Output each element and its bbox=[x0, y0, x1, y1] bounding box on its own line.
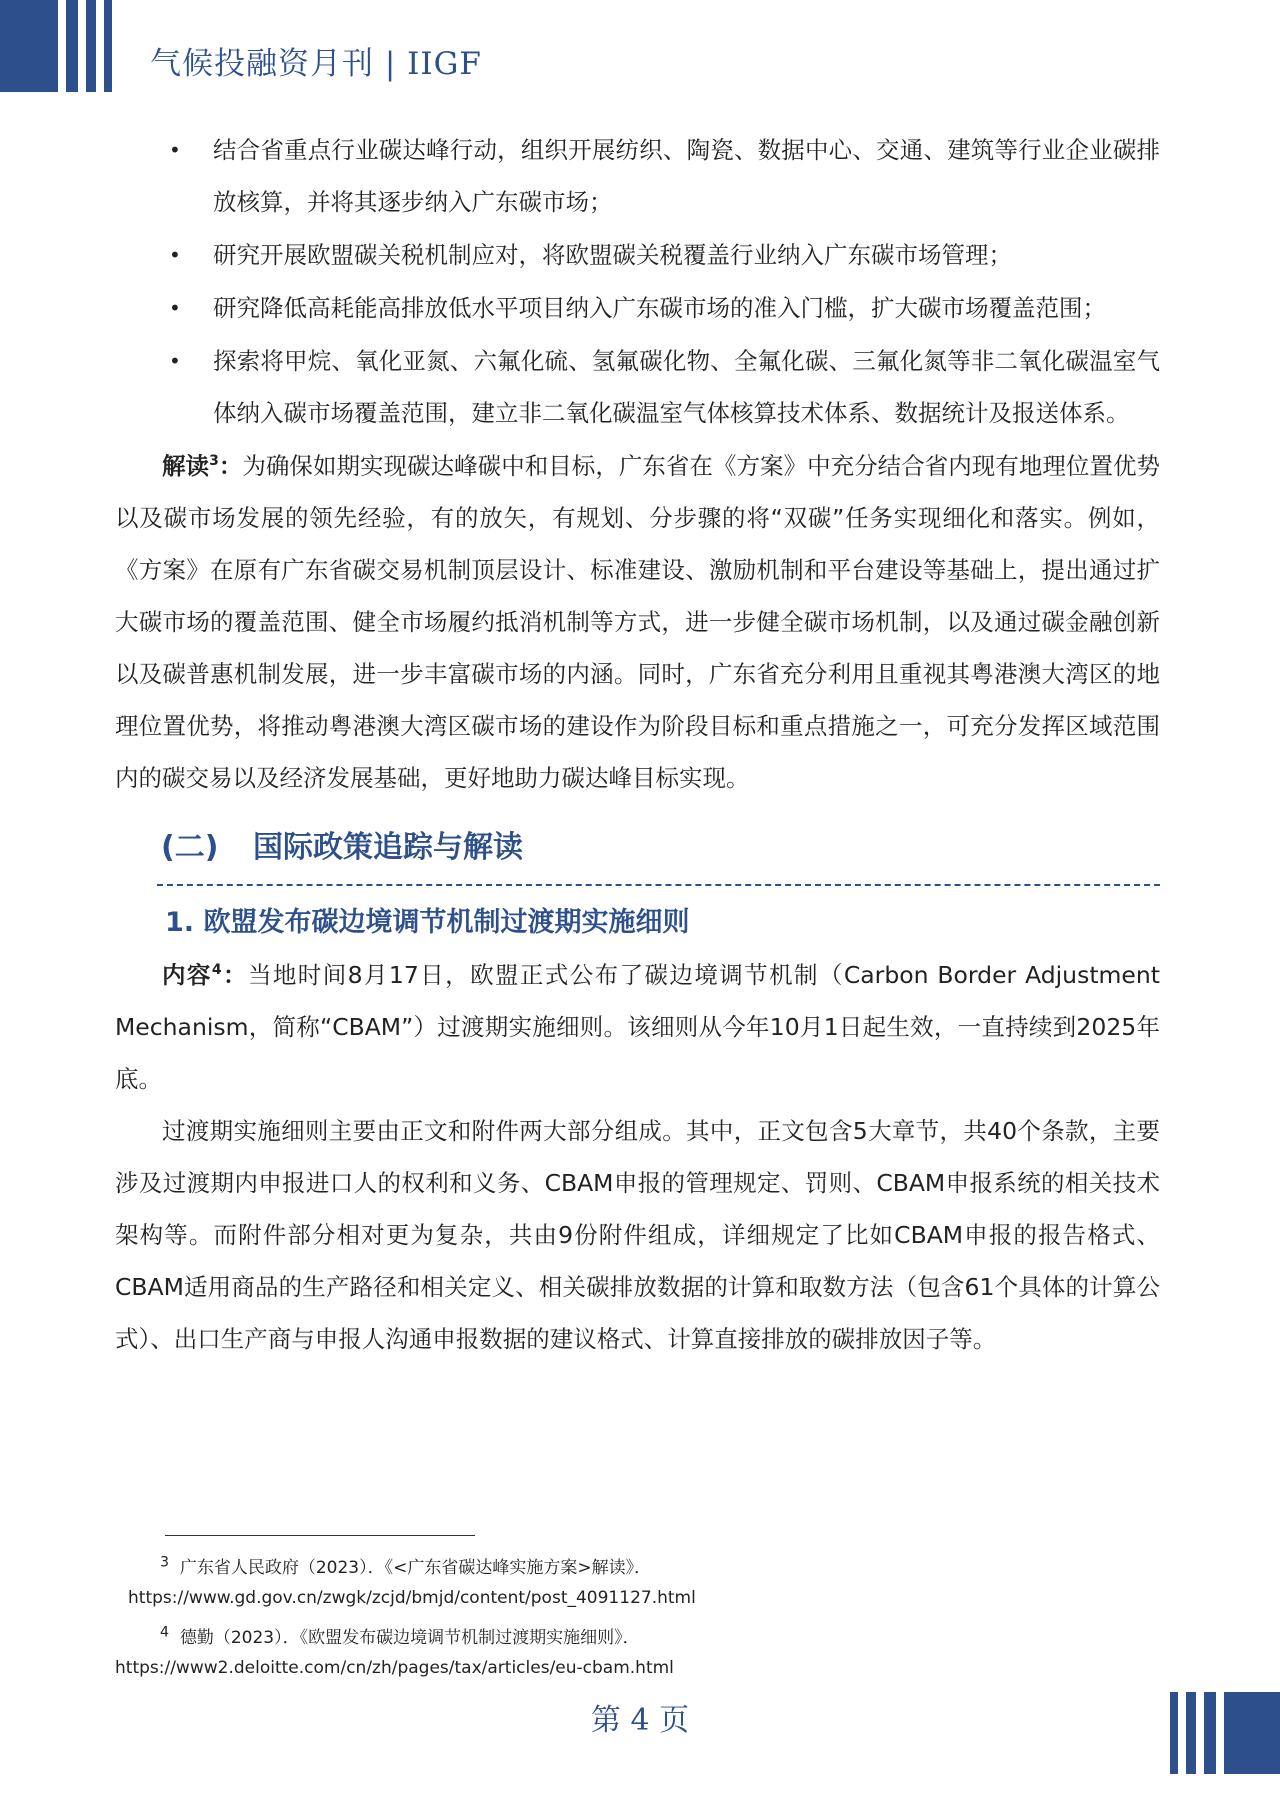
header-title: 气候投融资月刊 | IIGF bbox=[150, 46, 482, 82]
footnote-3-link[interactable]: https://www.gd.gov.cn/zwgk/zcjd/bmjd/content/post_4091127.html bbox=[128, 1588, 696, 1608]
bullet-dot-icon: • bbox=[169, 349, 181, 373]
bullet-dot-icon: • bbox=[169, 243, 181, 267]
footnote-rule bbox=[165, 1535, 475, 1536]
list-item: • 研究降低高耗能高排放低水平项目纳入广东碳市场的准入门槛，扩大碳市场覆盖范围； bbox=[115, 282, 1160, 334]
list-item: • 结合省重点行业碳达峰行动，组织开展纺织、陶瓷、数据中心、交通、建筑等行业企业碳排放核算，并将其逐步纳入广东碳市场； bbox=[115, 124, 1160, 228]
footnote-4-link[interactable]: https://www2.deloitte.com/cn/zh/pages/tax/articles/eu-cbam.html bbox=[115, 1658, 674, 1678]
footnote-4: $^4$ 德勤（2023）．《欧盟发布碳边境调节机制过渡期实施细则》． bbox=[160, 1624, 640, 1648]
body-paragraph: 过渡期实施细则主要由正文和附件两大部分组成。其中，正文包含5大章节，共40个条款，主要涉及过渡期内申报进口人的权利和义务、CBAM申报的管理规定、罚则、CBAM申报系统的相关技术架构等。而附件部分相对更为复杂，共由9份附件组成，详细规定了比如CBAM申报的报告格式、CBAM适用商品的生产路径和相关定义、相关碳排放数据的计算和取数方法（包含61个具体的计算公式）、出口生产商与申报人沟通申报数据的建议格式、计算直接排放的碳排放因子等。 bbox=[115, 1117, 1160, 1353]
footnote-3: $^3$ 广东省人民政府（2023）．《<广东省碳达峰实施方案>解读》． bbox=[160, 1554, 652, 1578]
footnote-ref-3[interactable]: 3 bbox=[209, 453, 219, 470]
content-paragraph: 内容$^4$：当地时间8月17日，欧盟正式公布了碳边境调节机制（Carbon Border Adjustment Mechanism，简称“CBAM”）过渡期实施细则。该细则从今年10月1日起生效，一直持续到2025年底。 bbox=[115, 961, 1160, 1093]
section-title: 国际政策追踪与解读 bbox=[253, 830, 523, 865]
interpretation-paragraph: 解读$^3$：为确保如期实现碳达峰碳中和目标，广东省在《方案》中充分结合省内现有地理位置优势以及碳市场发展的领先经验，有的放矢，有规划、分步骤的将“双碳”任务实现细化和落实。例如，《方案》在原有广东省碳交易机制顶层设计、标准建设、激励机制和平台建设等基础上，提出通过扩大碳市场的覆盖范围、健全市场履约抵消机制等方式，进一步健全碳市场机制，以及通过碳金融创新以及碳普惠机制发展，进一步丰富碳市场的内涵。同时，广东省充分利用且重视其粤港澳大湾区的地理位置优势，将推动粤港澳大湾区碳市场的建设作为阶段目标和重点措施之一，可充分发挥区域范围内的碳交易以及经济发展基础，更好地助力碳达峰目标实现。 bbox=[115, 452, 1161, 792]
section-heading bbox=[161, 822, 1160, 872]
bullet-dot-icon: • bbox=[169, 138, 181, 162]
page-number: 第 4 页 bbox=[590, 1703, 690, 1738]
interpretation-label: 解读 bbox=[162, 452, 210, 480]
main-content bbox=[115, 124, 1160, 1365]
section-divider bbox=[157, 884, 1160, 886]
content-label: 内容 bbox=[162, 961, 212, 989]
list-item: • 研究开展欧盟碳关税机制应对，将欧盟碳关税覆盖行业纳入广东碳市场管理； bbox=[115, 229, 1160, 281]
section-number: (二) bbox=[161, 830, 219, 865]
footer-logo-bars bbox=[1170, 1692, 1280, 1774]
list-item: • 探索将甲烷、氧化亚氮、六氟化硫、氢氟碳化物、全氟化碳、三氟化氮等非二氧化碳温室气体纳入碳市场覆盖范围，建立非二氧化碳温室气体核算技术体系、数据统计及报送体系。 bbox=[115, 335, 1160, 439]
bullet-list bbox=[115, 124, 1160, 439]
bullet-dot-icon: • bbox=[169, 296, 181, 320]
footnote-ref-4[interactable]: 4 bbox=[211, 962, 222, 979]
header-logo-bars bbox=[0, 0, 118, 92]
subsection-heading: 1. 欧盟发布碳边境调节机制过渡期实施细则 bbox=[165, 907, 690, 938]
